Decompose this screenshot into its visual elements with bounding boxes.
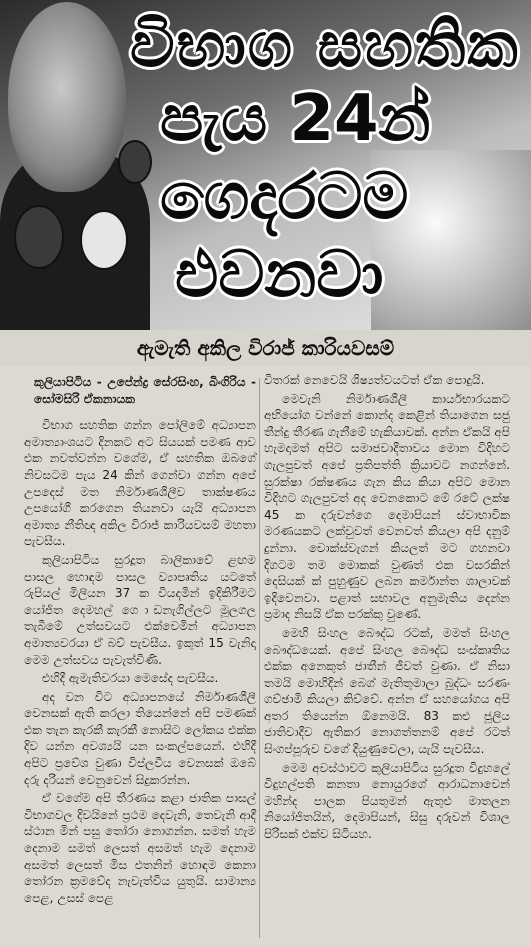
headline [120, 0, 531, 330]
headline-line: විභාග සහතික [130, 8, 520, 81]
headline-line: එවනවා [175, 238, 384, 312]
microphone-icon [14, 205, 64, 269]
paragraph: මෙවැනි නිර්මාණශීලී කාර්යභාරයකට අභියෝග වන්නේ කොන්ද කෙළින් තියාගෙන සජු තීන්දු තීරණ ගැනීමේ හැකියාවක්. අන්න ඒකයි අපි හැමදාමත් අපිට සමාජවාදීතාවය මොන විදිහට ගැලපුවත් අපේ ප්‍රතිපත්ති ක්‍රියාවට නගන්නේ. සුරක්ෂා රක්ෂණය ගැන කිය කියා අපිට මොන විදිහට ගැලපුවත් අද වෙනකොට මේ රටේ ලක්ෂ 45 ක දරුවන්ගෙ දෙමාපියන් ස්වාභාවික මරණයකට ලක්වුවත් වෙනවත් කියලා අපි දනුම් දුන්නා. චොක්ස්වැගන් කියලත් මට ගහනවා දිගටම තම මොකක් වුණත් එක වසරකින් දෙසියක් ක් පුහුණුව ලබන කර්මාන්ත ශාලාවක් ඉදිවෙනවා. පළාත් සභාවල අනුමැතිය දෙන්න ප්‍රමාද නිසයි ඒක පරක්කු වුණේ. [264, 391, 510, 622]
column-divider [259, 378, 260, 938]
article-column-right [264, 372, 510, 845]
byline: කුලියාපිටිය - උපේන්ද්‍ර සේරසිංහ, බිංගිරිය - සෝමසිරි ඒකනායක [34, 375, 256, 406]
paragraph: අද වන විට අධ්‍යාපනයේ නිර්මාණශීලී වෙනසක් ඇති කරලා තියෙන්නේ අපි පමණක් එක තැන කැරකී කැරකී නොසිට ලෝකය එක්ක දිව යන්න අවශ්‍යයි යන සංකල්පයෙන්. එහිදී අපිට ප්‍රවේශ වුණා විප්ලවීය වෙනසක් ඔබේ දරු දරියන් වෙනුවෙන් සිදුකරන්න. [24, 689, 256, 787]
subheadline: ඇමැති අකිල විරාජ් කාරියවසම් [0, 330, 531, 366]
paragraph: මෙහි සිංහල බෞද්ධ රටක්, මමත් සිංහල බෞද්ධයෙක්. අපේ සිංහල බෞද්ධ සංස්කෘතිය එක්ක අනෙකුත් ජාතීන් ජීවත් වුණා. ඒ නිසා තමයි මොහිදින් බෙග් මැතිතුමාලා බුද්ධං සරණං ගච්ඡාමි කියලා කිව්වේ. අන්න ඒ සහයෝගය අපි අතර තියෙන්න ඕනෙමයි. 83 කළු ජූලිය ජාතිවාදීව ඇතිකර නොගත්තනම් අපේ රටත් සිංගප්පූරුව වගේ දියුණුවෙලා, යැයි පැවසීය. [264, 625, 510, 757]
paragraph: කුලියාපිටිය සුරදූත බාලිකාවේ ළඟම පාසල හොඳම පාසල ව්‍යාපෘතිය යටතේ රුපියල් මිලියන 37 ක වියදමින් ඉදිකිරීමට යෝජිත දෙමහල් ගෙ ාඩනැගිල්ලට මූලගල තැබීමේ උත්සවයට එක්වෙමින් අධ්‍යාපන අමාත්‍යවරයා ඒ බව් පැවසීය. ඉකුත් 15 වැනිදා මෙම උත්සවය පැවැත්විණි. [24, 552, 256, 667]
paragraph: විභාග සහතික ගන්න පෝලිමේ අධ්‍යාපන අමාත්‍යාංශයට දිනකට අට සියයක් පමණ ආව එක නවත්වන්න වගේම, ඒ සහතික ඔබගේ නිවසටම පැය 24 කින් ගෙන්වා ගන්න අපේ උපදෙස් මත නිර්මාණශීලීව තාක්ෂණය උපයෝගී කරගෙන තියනවා යැයි අධ්‍යාපන අමාත්‍ය නීතිඥ අකිල විරාජ් කාරියවසම් මහතා පැවසීය. [24, 418, 256, 549]
paragraph: ඒ වගේම අපි තීරණය කළා ජාතික පාසල් විභාගවල දිවයිනේ ප්‍රථම දෙවැනි, තෙවැනි ආදී ස්ථාන මින් පසු තෝරා නොගන්න. සමත් හැම දෙනාම සමත් ලෙසත් අසමත් හැම දෙනාම අසමත් ලෙසත් මිස එතනින් හොඳම කෙනා තෝරන ක්‍රමවේද නැවැත්විය යුතුයි. සාමාන්‍ය පෙළ, උසස් පෙළ [24, 791, 256, 905]
headline-line: ගෙදරටම [160, 160, 409, 234]
paragraph: විතරක් නෙවෙයි ශිෂ්‍යත්වයටත් ඒක පොදුයි. [264, 373, 485, 387]
headline-line: පැය 24න් [160, 82, 431, 156]
paragraph: මෙම අවස්ථාවට කුලියාපිටිය සුරදූත විදුහලේ විදුහල්පති කනතා නොයුරගේ ආරාධනාවෙන් මහින්ද පාලක පියතුමන් ඇතුළු මාතලන නියෝජිතයින්, දෙමාපියන්, සිසු දරුවන් විශාල පිරිසක් එක්ව සිටියහ. [264, 760, 510, 842]
article-column-left [24, 372, 256, 908]
minister-portrait [8, 2, 126, 192]
paragraph: එහිදී ඇමැතිවරයා මෙසේද පැවසීය. [42, 671, 219, 686]
headline-photo [0, 0, 531, 330]
